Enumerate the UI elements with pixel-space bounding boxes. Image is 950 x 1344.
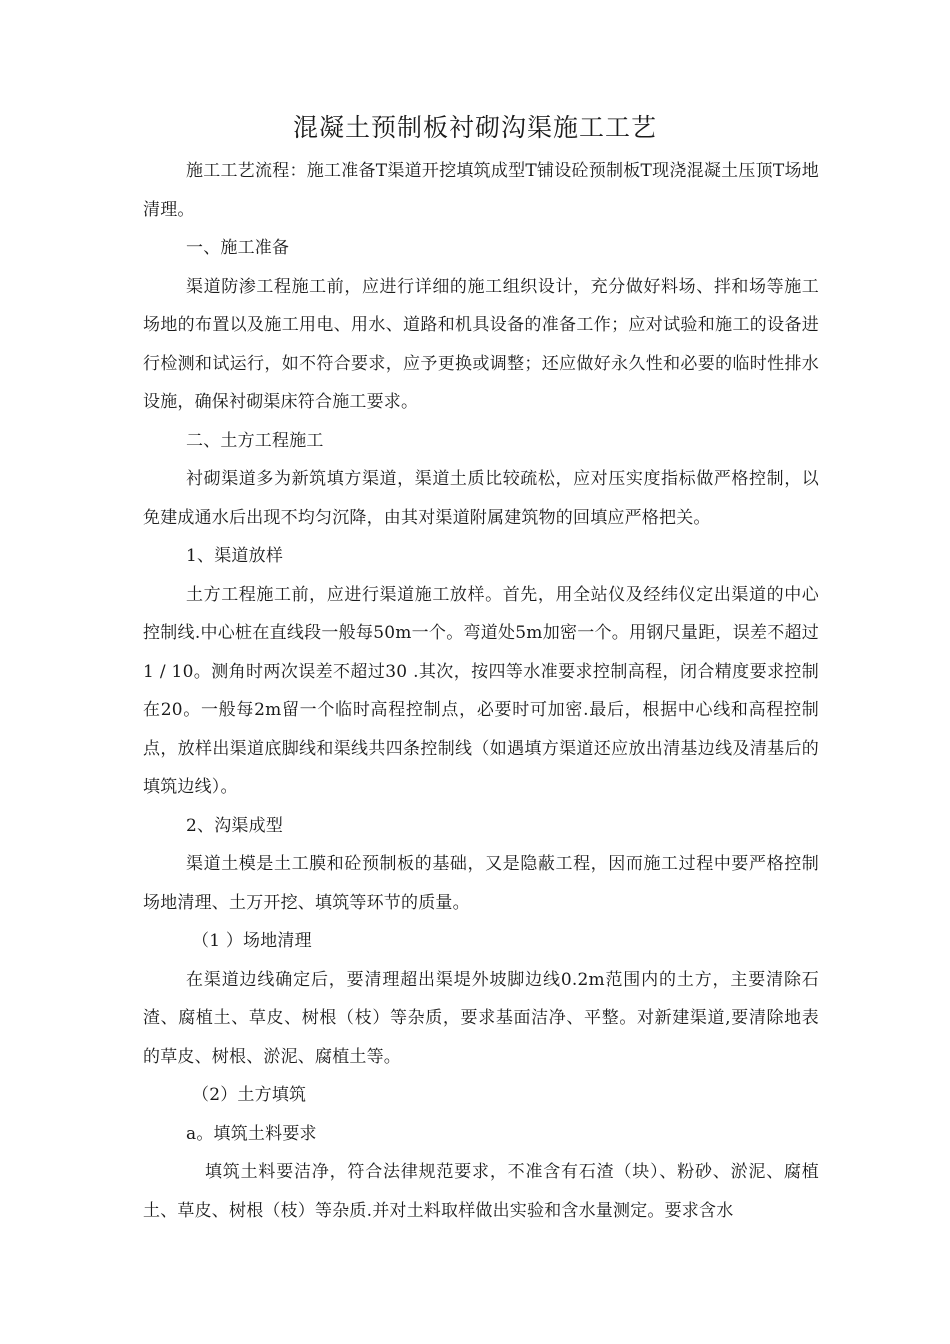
fill-requirements-paragraph: 填筑土料要洁净，符合法律规范要求，不准含有石渣（块）、粉砂、淤泥、腐植土、草皮、树根（枝）等杂质.并对土料取样做出实验和含水量测定。要求含水 bbox=[143, 1162, 819, 1221]
subheading-forming: 2、沟渠成型 bbox=[186, 815, 284, 836]
forming-paragraph: 渠道土模是土工膜和砼预制板的基础，又是隐蔽工程，因而施工过程中要严格控制场地清理、土万开挖、填筑等环节的质量。 bbox=[143, 854, 819, 913]
subheading-site-clearing: （1 ）场地清理 bbox=[192, 931, 312, 951]
subheading-fill-requirements: a。填筑土料要求 bbox=[186, 1123, 317, 1144]
subheading-layout: 1、渠道放样 bbox=[186, 546, 284, 566]
section-heading-earthwork: 二、土方工程施工 bbox=[186, 430, 324, 451]
preparation-paragraph: 渠道防渗工程施工前，应进行详细的施工组织设计，充分做好料场、拌和场等施工场地的布置以及施工用电、用水、道路和机具设备的准备工作；应对试验和施工的设备进行检测和试运行，如不符合要求，应予更换或调整；还应做好永久性和必要的临时性排水设施，确保衬砌渠床符合施工要求。 bbox=[143, 276, 819, 412]
subheading-earth-filling: （2）土方填筑 bbox=[192, 1085, 307, 1105]
document-title: 混凝土预制板衬砌沟渠施工工艺 bbox=[292, 113, 657, 142]
layout-paragraph: 土方工程施工前，应进行渠道施工放样。首先，用全站仪及经纬仪定出渠道的中心控制线.中心桩在直线段一般每50m一个。弯道处5m加密一个。用钢尺量距，误差不超过1 / 10。测角时两次误差不超过30 .其次，按四等水准要求控制高程，闭合精度要求控制在20。一般每2m留一个临时高程控制点，必要时可加密.最后，根据中心线和高程控制点，放样出渠道底脚线和渠线共四条控制线（如遇填方渠道还应放出清基边线及清基后的填筑边线）。 bbox=[143, 584, 819, 797]
site-clearing-paragraph: 在渠道边线确定后，要清理超出渠堤外坡脚边线0.2m范围内的土方，主要清除石渣、腐植土、草皮、树根（枝）等杂质，要求基面洁净、平整。对新建渠道,要清除地表的草皮、树根、淤泥、腐植土等。 bbox=[143, 969, 819, 1067]
document-body bbox=[143, 152, 819, 1230]
section-heading-preparation: 一、施工准备 bbox=[186, 238, 290, 258]
process-flow-paragraph: 施工工艺流程：施工准备T渠道开挖填筑成型T铺设砼预制板T现浇混凝土压顶T场地清理。 bbox=[143, 161, 819, 220]
earthwork-paragraph: 衬砌渠道多为新筑填方渠道，渠道土质比较疏松，应对压实度指标做严格控制，以免建成通水后出现不均匀沉降，由其对渠道附属建筑物的回填应严格把关。 bbox=[143, 469, 819, 528]
